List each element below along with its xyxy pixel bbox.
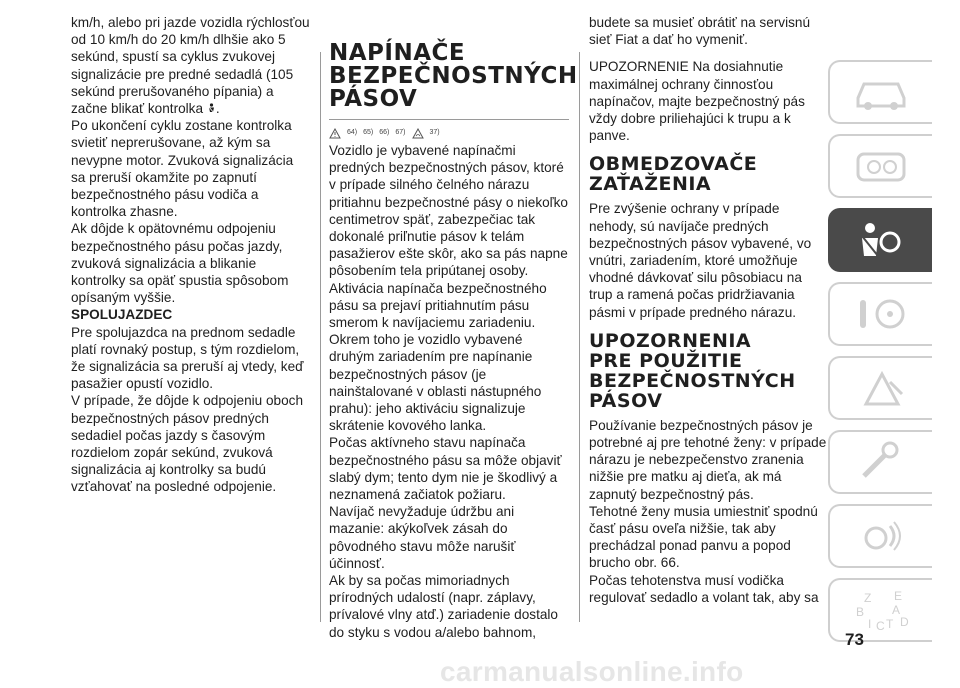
paragraph: budete sa musieť obrátiť na servisnú sieť Fiat a dať ho vymeniť. bbox=[589, 15, 811, 48]
column-right bbox=[589, 14, 829, 606]
wrench-icon bbox=[846, 438, 916, 486]
paragraph-end: . bbox=[215, 101, 220, 117]
section-title-line: NAPÍNAČE bbox=[329, 40, 466, 66]
index-letter: I bbox=[868, 617, 872, 631]
paragraph: Navíjač nevyžaduje údržbu ani mazanie: akýkoľvek zásah do pôvodného stavu môže narušiť účinnosť. bbox=[329, 504, 516, 571]
section-heading-line: ZAŤAŽENIA bbox=[589, 173, 712, 196]
section-heading-line: PRE POUŽITIE bbox=[589, 349, 743, 372]
tab-dashboard[interactable] bbox=[828, 134, 932, 198]
paragraph: V prípade, že dôjde k odpojeniu oboch bezpečnostných pásov predných sedadiel počas jazdy s časovým rozdielom zopár sekúnd, zvuková signalizácia aj kontrolky sa budú vzťahovať na posledné odpojenie. bbox=[71, 393, 304, 495]
section-title-line: PÁSOV bbox=[329, 86, 418, 112]
dashboard-icon bbox=[846, 142, 916, 190]
seatbelt-warning-icon bbox=[207, 103, 216, 115]
column-middle bbox=[329, 40, 578, 641]
paragraph: Tehotné ženy musia umiestniť spodnú časť pásu oveľa nižšie, tak aby prechádzal ponad panvu a popod brucho obr. 66. bbox=[589, 503, 818, 571]
index-letter: T bbox=[886, 617, 894, 631]
paragraph: Ak by sa počas mimoriadnych prírodných udalostí (napr. záplavy, prívalové vlny atď.) zariadenie dostalo do styku s vodou a/alebo bahnom, bbox=[329, 573, 558, 640]
paragraph: Počas aktívneho stavu napínača bezpečnostného pásu sa môže objaviť slabý dym; tento dym nie je škodlivý a neznamená začiatok požiaru. bbox=[329, 435, 562, 503]
car-icon bbox=[846, 68, 916, 116]
settings-multimedia-icon bbox=[846, 512, 916, 560]
tab-index[interactable] bbox=[828, 578, 932, 642]
paragraph: Vozidlo je vybavené napínačmi predných bezpečnostných pásov, ktoré v prípade silného čelného nárazu pritiahnu bezpečnostné pásy o niekoľko centimetrov späť, zabezpečiac tak dokonalé priľnutie pásov k telám pasažierov ešte skôr, ako sa pás napne pôsobením tela pripútanej osoby. bbox=[329, 143, 568, 279]
index-letter: E bbox=[894, 589, 903, 603]
index-letter: C bbox=[876, 619, 885, 633]
caution-icon bbox=[412, 128, 424, 139]
page-number: 73 bbox=[845, 630, 864, 649]
paragraph: Používanie bezpečnostných pásov je potrebné aj pre tehotné ženy: v prípade nárazu je nebezpečenstvo zranenia nižšie pre matku aj dieťa, ak má zapnutý bezpečnostný pás. bbox=[589, 417, 827, 502]
reference: 66) bbox=[379, 129, 390, 137]
index-letter: B bbox=[856, 605, 865, 619]
tab-car[interactable] bbox=[828, 60, 932, 124]
index-letter: Z bbox=[864, 591, 872, 605]
tab-emergency[interactable] bbox=[828, 356, 932, 420]
warning-triangle-icon bbox=[329, 128, 341, 139]
section-heading-upozornenia bbox=[589, 331, 829, 411]
paragraph: Aktivácia napínača bezpečnostného pásu sa prejaví pritiahnutím pásu smerom k navíjaciemu zariadeniu. bbox=[329, 280, 547, 331]
section-heading-line: BEZPEČNOSTNÝCH bbox=[589, 369, 796, 392]
paragraph: Pre zvýšenie ochrany v prípade nehody, sú navíjače predných bezpečnostných pásov vybavené, vo vnútri, zariadením, ktoré umožňuje vhodné dávkovať silu pôsobiacu na trup a ramená počas pridržiavania pásmi v prípade predného nárazu. bbox=[589, 201, 812, 320]
index-letter: A bbox=[892, 603, 901, 617]
paragraph bbox=[71, 14, 311, 117]
reference: 65) bbox=[363, 129, 374, 137]
column-divider bbox=[320, 52, 321, 622]
column-divider bbox=[579, 52, 580, 622]
section-heading-line: UPOZORNENIA bbox=[589, 329, 752, 352]
reference: 64) bbox=[347, 129, 358, 137]
paragraph: Počas tehotenstva musí vodička regulovať sedadlo a volant tak, aby sa bbox=[589, 572, 819, 605]
paragraph-warning: UPOZORNENIE Na dosiahnutie maximálnej ochrany činnosťou napínačov, majte bezpečnostný pás vždy dobre priliehajúci k trupu a k panve. bbox=[589, 59, 805, 144]
paragraph: Pre spolujazdca na prednom sedadle platí rovnaký postup, s tým rozdielom, že signalizácia sa preruší aj vtedy, keď pasažier opustí vozidlo. bbox=[71, 324, 304, 392]
column-left bbox=[71, 14, 311, 496]
tab-multimedia[interactable] bbox=[828, 504, 932, 568]
paragraph-text: km/h, alebo pri jazde vozidla rýchlosťou od 10 km/h do 20 km/h dlhšie ako 5 sekúnd, spustí sa cyklus zvukovej signalizácie pre predné sedadlá (105 sekúnd prerušovaného pípania) a začne blikať kontrolka bbox=[71, 15, 310, 117]
tab-starting[interactable] bbox=[828, 282, 932, 346]
index-letter: D bbox=[900, 615, 909, 629]
section-title-line: BEZPEČNOSTNÝCH bbox=[329, 63, 578, 89]
paragraph: Po ukončení cyklu zostane kontrolka svietiť neprerušovane, až kým sa nevypne motor. Zvuková signalizácia sa preruší okamžite po zapnutí bezpečnostného pásu vodiča a kontrolka zhasne. bbox=[71, 118, 294, 220]
tab-safety[interactable] bbox=[828, 208, 932, 272]
watermark: carmanualsonline.info bbox=[440, 656, 744, 687]
subheading-spolujazdec: SPOLUJAZDEC bbox=[71, 307, 173, 323]
tab-maintenance[interactable] bbox=[828, 430, 932, 494]
key-steering-icon bbox=[846, 290, 916, 338]
paragraph: Okrem toho je vozidlo vybavené druhým zariadením pre napínanie bezpečnostných pásov (je nainštalované v oblasti nástupného prahu): jeho aktiváciu signalizuje skrátenie kovového lanka. bbox=[329, 332, 542, 434]
section-heading-line: PÁSOV bbox=[589, 389, 663, 412]
section-title bbox=[329, 40, 578, 112]
seatbelt-airbag-icon bbox=[846, 216, 916, 264]
index-letters-icon bbox=[846, 586, 916, 634]
reference: 37) bbox=[429, 129, 440, 137]
warning-triangle-icon bbox=[846, 364, 916, 412]
title-rule bbox=[329, 119, 569, 120]
section-heading-obmedzovace bbox=[589, 154, 829, 194]
chapter-tabs bbox=[828, 60, 932, 652]
section-heading-line: OBMEDZOVAČE bbox=[589, 153, 758, 176]
warning-references bbox=[329, 126, 569, 140]
reference: 67) bbox=[395, 129, 406, 137]
paragraph: Ak dôjde k opätovnému odpojeniu bezpečnostného pásu počas jazdy, zvuková signalizácia a blikanie kontrolky sa opäť spustia spôsobom opísaným vyššie. bbox=[71, 221, 289, 306]
